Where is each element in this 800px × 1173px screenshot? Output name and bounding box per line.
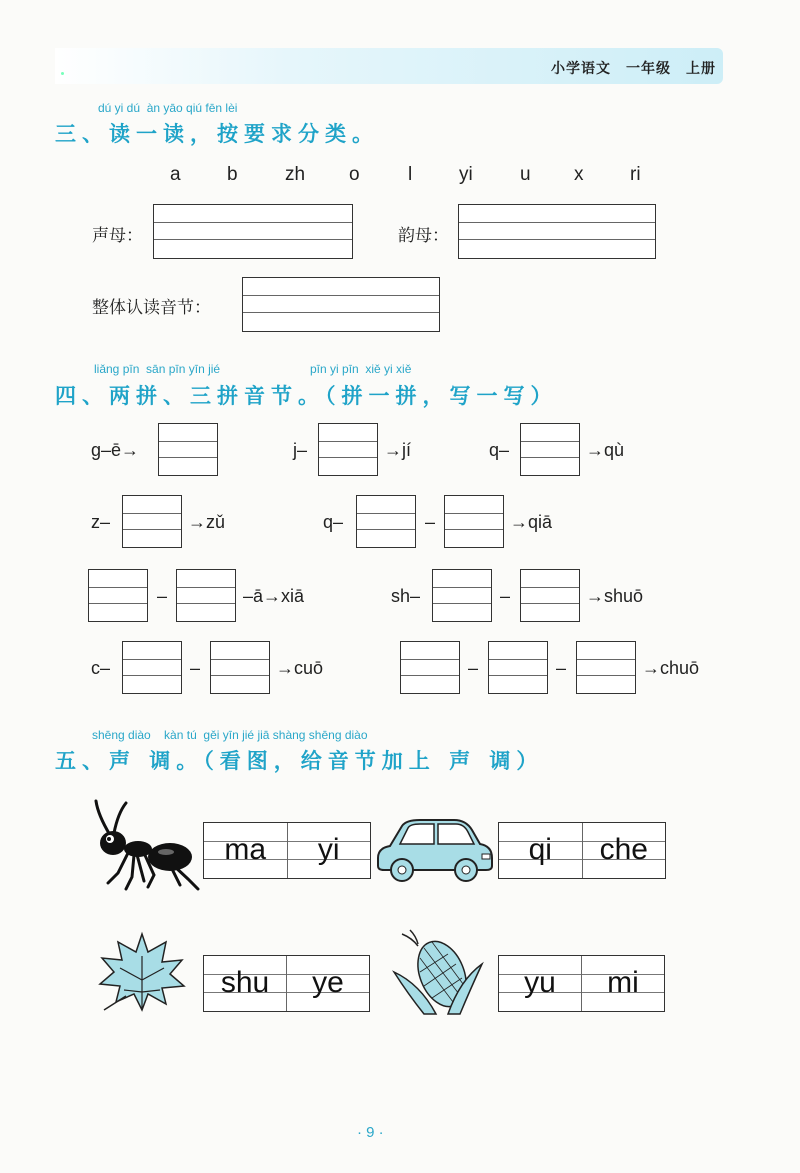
separator-dash: – xyxy=(190,658,201,678)
syllable-text: ma xyxy=(224,833,267,866)
c-result: →cuō xyxy=(276,658,324,678)
answer-box[interactable] xyxy=(318,423,378,476)
xia-result: –ā→xiā xyxy=(243,586,305,606)
section3-title: 三、读一读，按要求分类。 xyxy=(55,122,379,146)
syllable-text: shu xyxy=(220,966,270,999)
answer-box[interactable] xyxy=(210,641,270,694)
page-number: · 9 · xyxy=(357,1124,384,1141)
q2-prefix: q– xyxy=(323,512,344,532)
separator-dash: – xyxy=(425,512,436,532)
separator-dash: – xyxy=(157,586,168,606)
z-prefix: z– xyxy=(91,512,111,532)
syllable-cell[interactable] xyxy=(288,823,371,878)
word-box-leaf[interactable] xyxy=(203,955,370,1012)
syllable-cell[interactable] xyxy=(583,823,666,878)
syllable-text: yi xyxy=(317,833,340,866)
syllable-text: yu xyxy=(524,966,556,999)
word-box-corn[interactable] xyxy=(498,955,665,1012)
letter-item: l xyxy=(408,164,413,185)
section4-title: 四、两拼、三拼音节。（拼一拼，写一写） xyxy=(55,384,558,408)
syllable-cell[interactable] xyxy=(204,823,288,878)
syllable-cell[interactable] xyxy=(287,956,369,1011)
letter-item: zh xyxy=(285,164,306,185)
syllable-cell[interactable] xyxy=(582,956,664,1011)
answer-box[interactable] xyxy=(444,495,504,548)
letter-item: b xyxy=(227,164,238,185)
yunmu-writing-box[interactable] xyxy=(458,204,656,259)
leaf-icon xyxy=(96,930,188,1012)
answer-box[interactable] xyxy=(158,423,218,476)
answer-box[interactable] xyxy=(88,569,148,622)
answer-box[interactable] xyxy=(176,569,236,622)
zhengti-writing-box[interactable] xyxy=(242,277,440,332)
shengmu-writing-box[interactable] xyxy=(153,204,353,259)
separator-dash: – xyxy=(556,658,567,678)
answer-box[interactable] xyxy=(122,641,182,694)
syllable-text: mi xyxy=(607,966,639,999)
syllable-cell[interactable] xyxy=(499,823,583,878)
zhengti-label: 整体认读音节： xyxy=(92,298,211,318)
answer-box[interactable] xyxy=(488,641,548,694)
j-prefix: j– xyxy=(293,440,308,460)
syllable-cell[interactable] xyxy=(204,956,287,1011)
syllable-text: ye xyxy=(312,966,344,999)
z-result: →zǔ xyxy=(188,512,226,532)
answer-box[interactable] xyxy=(520,569,580,622)
answer-box[interactable] xyxy=(356,495,416,548)
letter-item: ri xyxy=(630,164,641,185)
section3-pinyin: dú yi dú àn yāo qiú fēn lèi xyxy=(98,101,238,115)
corn-icon xyxy=(390,924,486,1018)
syllable-text: qi xyxy=(528,833,552,866)
answer-box[interactable] xyxy=(576,641,636,694)
c-prefix: c– xyxy=(91,658,111,678)
q1-prefix: q– xyxy=(489,440,510,460)
letter-item: yi xyxy=(459,164,473,185)
answer-box[interactable] xyxy=(432,569,492,622)
answer-box[interactable] xyxy=(520,423,580,476)
q1-result: →qù xyxy=(586,440,625,460)
ant-icon xyxy=(88,795,204,891)
letter-item: o xyxy=(349,164,360,185)
answer-box[interactable] xyxy=(400,641,460,694)
q2-result: →qiā xyxy=(510,512,553,532)
shengmu-label: 声母： xyxy=(92,226,143,246)
yunmu-label: 韵母： xyxy=(398,226,449,246)
car-icon xyxy=(372,812,498,884)
answer-box[interactable] xyxy=(122,495,182,548)
word-box-car[interactable] xyxy=(498,822,666,879)
j-result: →jí xyxy=(384,440,411,460)
section4-pinyin-left: liǎng pīn sān pīn yīn jié xyxy=(94,362,221,376)
section4-pinyin-right: pīn yi pīn xiě yi xiě xyxy=(310,362,412,376)
separator-dash: – xyxy=(500,586,511,606)
g-prefix: g–ē→ xyxy=(91,440,140,460)
syllable-cell[interactable] xyxy=(499,956,582,1011)
letter-item: u xyxy=(520,164,531,185)
word-box-ant[interactable] xyxy=(203,822,371,879)
syllable-text: che xyxy=(599,833,648,866)
section5-title: 五、声 调。（看图，给音节加上 声 调） xyxy=(55,749,544,773)
sh-result: →shuō xyxy=(586,586,644,606)
chuo-result: →chuō xyxy=(642,658,700,678)
letter-item: a xyxy=(170,164,181,185)
separator-dash: – xyxy=(468,658,479,678)
letter-item: x xyxy=(574,164,584,185)
sh-prefix: sh– xyxy=(391,586,421,606)
section5-pinyin: shēng diào kàn tú gěi yīn jié jiā shàng shēng diào xyxy=(92,728,368,742)
header-title: 小学语文 一年级 上册 xyxy=(551,61,716,77)
